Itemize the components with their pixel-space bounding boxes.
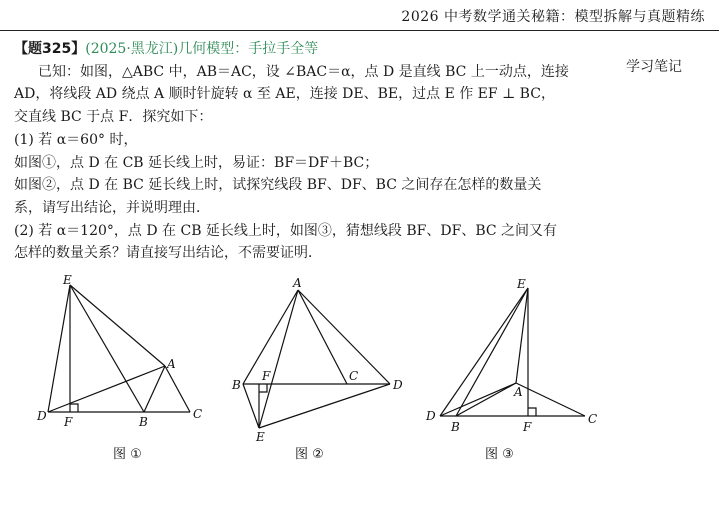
fig2-label-f: F [262, 369, 271, 383]
problem-line: (1) 若 α＝60° 时， [14, 131, 138, 148]
fig2-line-ab [243, 290, 298, 384]
problem-line: 已知：如图，△ABC 中，AB＝AC，设 ∠BAC＝α，点 D 是直线 BC 上一动点，连接 [38, 63, 569, 80]
page-header-title: 2026 中考数学通关秘籍：模型拆解与真题精练 [401, 9, 705, 25]
problem-line: 系，请写出结论，并说明理由． [14, 199, 210, 216]
fig1-label-c: C [193, 407, 203, 421]
problem-line: 交直线 BC 于点 F．探究如下： [14, 109, 213, 126]
problem-line: 怎样的数量关系？请直接写出结论，不需要证明． [14, 245, 322, 262]
fig1-label-a: A [167, 357, 176, 371]
fig1-label-d: D [37, 409, 47, 423]
study-notes-label: 学习笔记 [626, 59, 682, 75]
fig3-label-e: E [517, 277, 526, 291]
problem-tag-number: 325 [42, 41, 72, 57]
fig3-line-ac [516, 383, 585, 416]
figures-area [0, 270, 719, 515]
problem-source: (2025·黑龙江)几何模型：手拉手全等 [85, 41, 319, 57]
fig2-right-angle [259, 384, 267, 392]
fig1-line-ac [165, 366, 190, 412]
fig1-right-angle [70, 404, 78, 412]
problem-tag-close: 】 [71, 41, 86, 57]
problem-line: 如图①，点 D 在 CB 延长线上时，易证：BF＝DF＋BC； [14, 154, 379, 171]
fig3-label-f: F [523, 420, 532, 434]
fig3-right-angle [528, 408, 536, 416]
problem-tag-open: 【题 [14, 41, 42, 57]
problem-line: 如图②，点 D 在 BC 延长线上时，试探究线段 BF、DF、BC 之间存在怎样的数量关 [14, 177, 542, 194]
fig1-line-eb [70, 285, 144, 412]
problem-block [14, 38, 614, 265]
fig2-line-be [243, 384, 259, 428]
fig1-line-ea [70, 285, 165, 366]
fig2-label-c: C [349, 369, 359, 383]
fig3-label-c: C [588, 412, 598, 426]
fig3-label-d: D [426, 409, 436, 423]
problem-line: (2) 若 α＝120°，点 D 在 CB 延长线上时，如图③，猜想线段 BF、DF、BC 之间又有 [14, 222, 558, 239]
fig1-label-b: B [139, 415, 148, 429]
figure-1-diagram [48, 285, 190, 412]
fig1-label-e: E [63, 273, 72, 287]
geometry-figures [0, 270, 719, 515]
fig2-line-ac [298, 290, 347, 384]
figure-3-caption: 图 ③ [485, 447, 514, 462]
header-divider [0, 30, 719, 31]
fig2-label-a: A [293, 276, 302, 290]
fig1-label-f: F [64, 415, 73, 429]
fig2-label-d: D [393, 378, 403, 392]
fig2-label-b: B [232, 378, 241, 392]
problem-line: AD，将线段 AD 绕点 A 顺时针旋转 α 至 AE，连接 DE、BE，过点 E 作 EF ⊥ BC， [14, 86, 555, 103]
figure-2-caption: 图 ② [295, 447, 324, 462]
problem-heading [14, 38, 614, 61]
fig3-label-a: A [514, 385, 523, 399]
fig2-line-de [259, 384, 390, 428]
fig2-line-ad [298, 290, 390, 384]
figure-3-diagram [440, 288, 585, 416]
figure-2-diagram [243, 290, 390, 428]
fig1-line-de [48, 285, 70, 412]
figure-1-caption: 图 ① [113, 447, 142, 462]
fig3-label-b: B [451, 420, 460, 434]
fig2-line-ae [259, 290, 298, 428]
fig2-label-e: E [256, 430, 265, 444]
